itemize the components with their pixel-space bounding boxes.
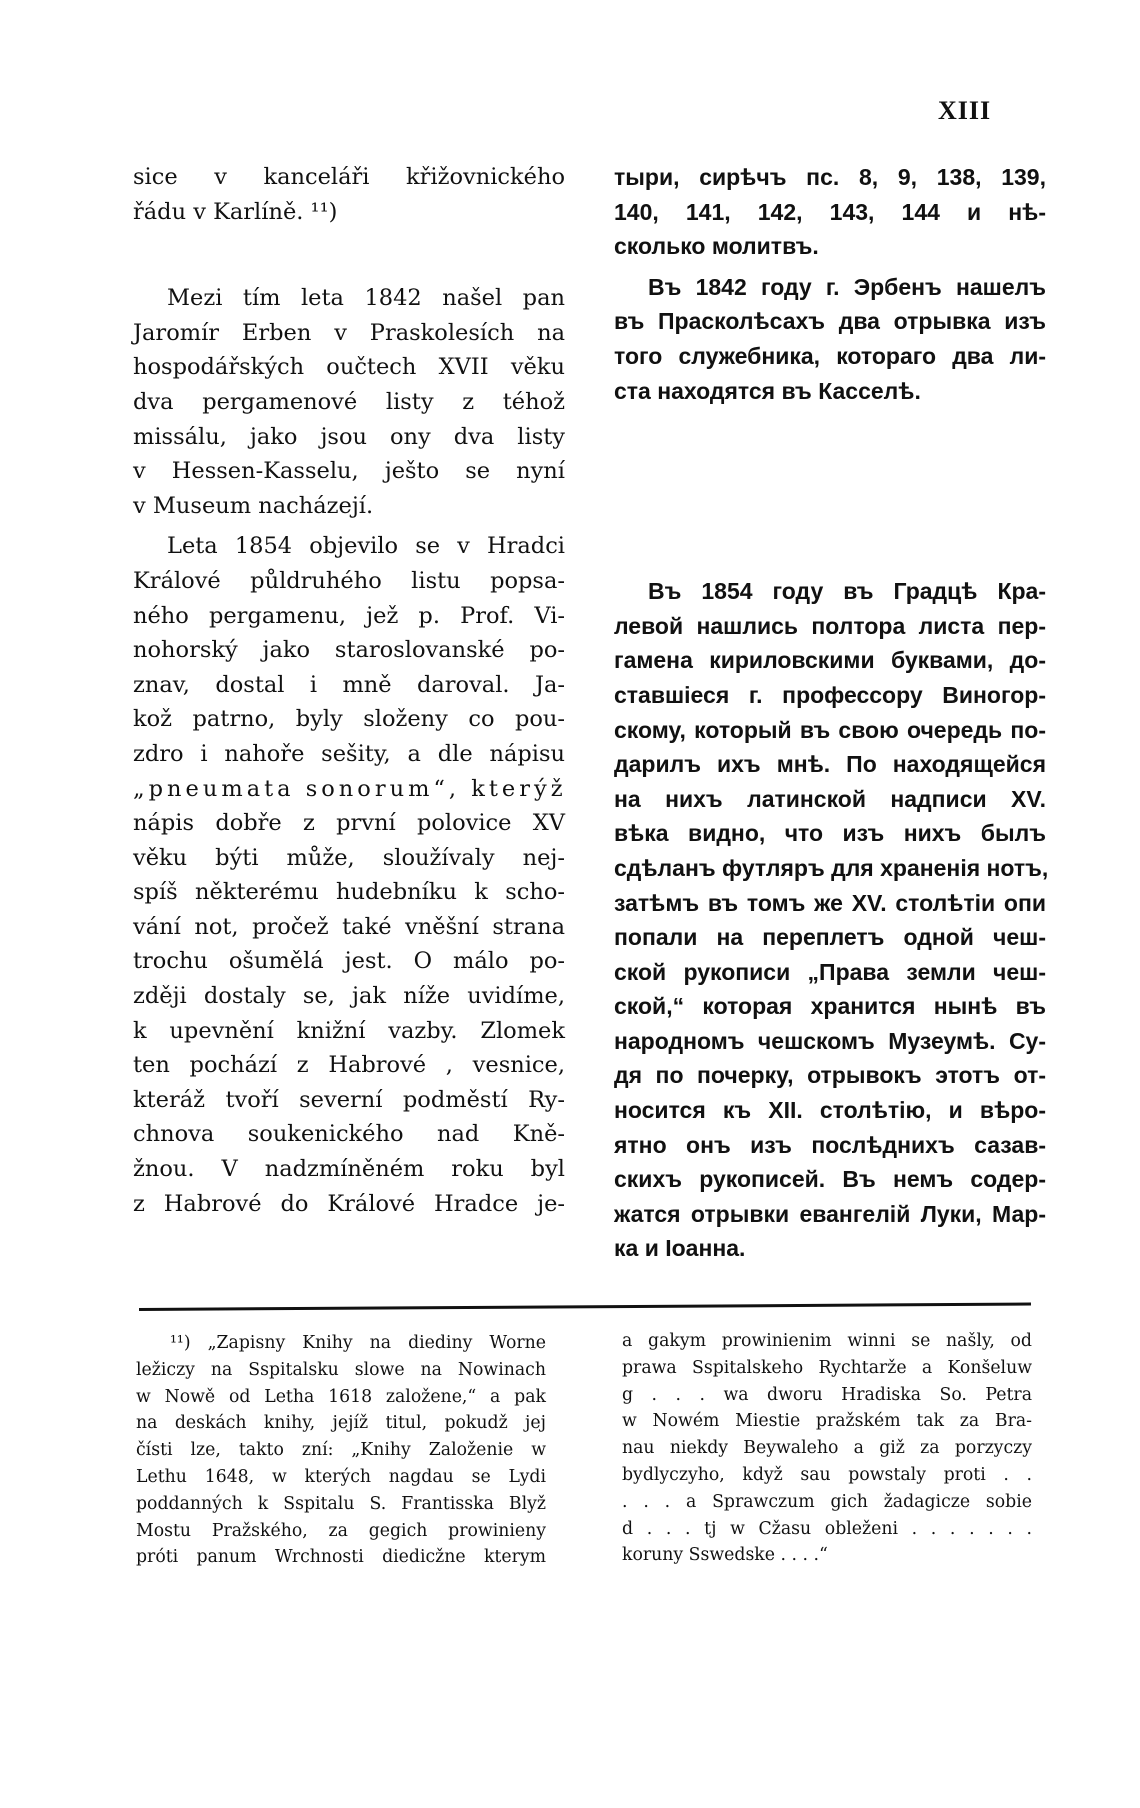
- text-line: тыри, сирѣчъ пс. 8, 9, 138, 139,: [614, 164, 1046, 190]
- text-line: дарилъ ихъ мнѣ. По находящейся: [614, 751, 1046, 778]
- text-line: ného pergamenu, jež p. Prof. Vi-: [133, 602, 565, 629]
- footnote-line: ležiczy na Sspitalsku slowe na Nowinach: [136, 1359, 546, 1380]
- text-line: въ Прасколѣсахъ два отрывка изъ: [614, 308, 1046, 335]
- text-line: věku býti může, sloužívaly nej-: [133, 844, 565, 871]
- footnote-line: Lethu 1648, w kterých nagdau se Lydi: [136, 1466, 546, 1487]
- text-line: k upevnění knižní vazby. Zlomek: [133, 1017, 565, 1044]
- text-line: znav, dostal i mně daroval. Ja-: [133, 671, 565, 698]
- text-line: на нихъ латинской надписи XV.: [614, 785, 1046, 812]
- text-line: Králové půldruhého listu popsa-: [133, 567, 565, 594]
- footnote-line: na deskách knihy, jejíž titul, pokudž jej: [136, 1413, 546, 1434]
- text-line: žnou. V nadzmíněném roku byl: [133, 1156, 565, 1183]
- footnote-line: bydlyczyho, když sau powstaly proti . .: [622, 1464, 1032, 1485]
- text-line: ставшіеся г. профессору Виногор-: [614, 681, 1046, 708]
- text-line: spíš některému hudebníku k scho-: [133, 879, 565, 906]
- paragraph-1842: [133, 281, 565, 523]
- text-line: zději dostaly se, jak níže uvidíme,: [133, 983, 565, 1010]
- text-line: chnova soukenického nad Kně-: [133, 1121, 565, 1148]
- footnote-line: ¹¹) „Zapisny Knihy na diediny Worne: [170, 1333, 546, 1353]
- text-line: дя по почерку, отрывокъ этотъ от-: [614, 1062, 1046, 1089]
- text-line: сколько молитвъ.: [614, 233, 819, 260]
- footnote-right-column: [622, 1328, 1032, 1569]
- footnote-line: w Nowém Miestie pražském tak za Bra-: [622, 1411, 1032, 1432]
- text-line: v Museum nacházejí.: [133, 492, 374, 519]
- text-line: 140, 141, 142, 143, 144 и нѣ-: [614, 198, 1046, 225]
- text-line: ятно онъ изъ послѣднихъ сазав-: [614, 1131, 1046, 1158]
- footnote-left-column: [136, 1330, 546, 1571]
- text-line: ста находятся въ Касселѣ.: [614, 377, 921, 404]
- text-line: řádu v Karlíně. ¹¹): [133, 198, 338, 225]
- text-line: Въ 1842 году г. Эрбенъ нашелъ: [648, 273, 1046, 300]
- text-line: nápis dobře z první polovice XV: [133, 810, 565, 837]
- text-line: сдѣланъ футляръ для храненія нотъ,: [614, 854, 1049, 881]
- footnote-line: poddanných k Sspitalu S. Frantisska Blyž: [136, 1493, 546, 1514]
- page-number: XIII: [938, 96, 992, 125]
- text-line: z Habrové do Králové Hradce je-: [133, 1190, 565, 1217]
- text-line: Въ 1854 году въ Градцѣ Кра-: [648, 578, 1046, 605]
- left-column-czech: [133, 160, 565, 1221]
- text-line: dva pergamenové listy z téhož: [133, 388, 565, 415]
- text-line: жатся отрывки евангелій Луки, Мар-: [614, 1200, 1046, 1227]
- text-line: гамена кириловскими буквами, до-: [614, 647, 1046, 674]
- text-line: trochu ošumělá jest. O málo po-: [133, 948, 565, 975]
- footnote-line: Mostu Pražského, za gegich prowinieny: [136, 1520, 546, 1541]
- paragraph-psalms: [614, 160, 1046, 264]
- paragraph-1854-ru: [614, 574, 1049, 1266]
- text-line: v Hessen-Kasselu, ješto se nyní: [133, 458, 565, 485]
- text-line: скому, который въ свою очередь по-: [614, 716, 1046, 743]
- text-line: kož patrno, byly složeny co pou-: [133, 706, 565, 733]
- text-line: zdro i nahoře sešity, a dle nápisu: [133, 740, 565, 767]
- text-line: nohorský jako staroslovanské po-: [133, 637, 565, 664]
- footnote-line: a gakym prowinienim winni se našly, od: [622, 1331, 1032, 1351]
- text-line: missálu, jako jsou ony dva listy: [133, 423, 565, 450]
- text-line: ten pochází z Habrové , vesnice,: [133, 1052, 565, 1079]
- text-line: левой нашлись полтора листа пер-: [614, 612, 1046, 639]
- footnote-line: próti panum Wrchnosti diedicžne kterym: [136, 1547, 546, 1568]
- text-line: народномъ чешскомъ Музеумѣ. Су-: [614, 1027, 1046, 1054]
- text-line: hospodářských oučtech XVII věku: [133, 354, 565, 381]
- text-line: Mezi tím leta 1842 našel pan: [167, 285, 565, 312]
- paragraph-intro: [133, 160, 565, 229]
- text-line: ской,“ которая хранится нынѣ въ: [614, 993, 1046, 1020]
- footnote-line: nau niekdy Beywaleho a giž za porzyczy: [622, 1438, 1032, 1459]
- footnote-line: prawa Sspitalskeho Rychtarže a Konšeluw: [622, 1357, 1032, 1378]
- right-column-russian: [614, 160, 1049, 1266]
- text-line: носится къ XII. столѣтію, и вѣро-: [614, 1097, 1046, 1124]
- text-line: kteráž tvoří severní podměstí Ry-: [133, 1086, 565, 1113]
- text-line: Jaromír Erben v Praskolesích na: [133, 319, 565, 346]
- text-line: того служебника, котораго два ли-: [614, 342, 1046, 369]
- footnote-divider-rule: [139, 1303, 1031, 1311]
- paragraph-1854: [133, 529, 565, 1221]
- footnote-line: čísti lze, takto zní: „Knihy Založenie w: [136, 1440, 546, 1461]
- text-line: sice v kanceláři křižovnického: [133, 164, 565, 190]
- footnote-line: g . . . wa dworu Hradiska So. Petra: [622, 1384, 1032, 1405]
- text-line: Leta 1854 objevilo se v Hradci: [167, 533, 565, 560]
- text-line: скихъ рукописей. Въ немъ содер-: [614, 1166, 1046, 1193]
- footnote-line: . . . a Sprawczum gich žadagicze sobie: [622, 1491, 1032, 1512]
- paragraph-1842-ru: [614, 270, 1046, 408]
- text-line: попали на переплетъ одной чеш-: [614, 924, 1046, 951]
- text-line: вѣка видно, что изъ нихъ былъ: [614, 820, 1046, 847]
- text-line: ской рукописи „Права земли чеш-: [614, 958, 1046, 985]
- text-line: vání not, pročež také vněšní strana: [133, 913, 565, 940]
- text-line: „pneumata sonorum“, kterýž: [133, 775, 567, 802]
- text-line: затѣмъ въ томъ же XV. столѣтіи опи: [614, 889, 1046, 916]
- footnote-line: w Nowě od Letha 1618 založene,“ a pak: [136, 1386, 546, 1407]
- text-line: ка и Іоанна.: [614, 1235, 746, 1262]
- footnote-line: d . . . tj w Cžasu obleženi . . . . . . .: [622, 1518, 1032, 1539]
- footnote-line: koruny Sswedske . . . .“: [622, 1545, 828, 1566]
